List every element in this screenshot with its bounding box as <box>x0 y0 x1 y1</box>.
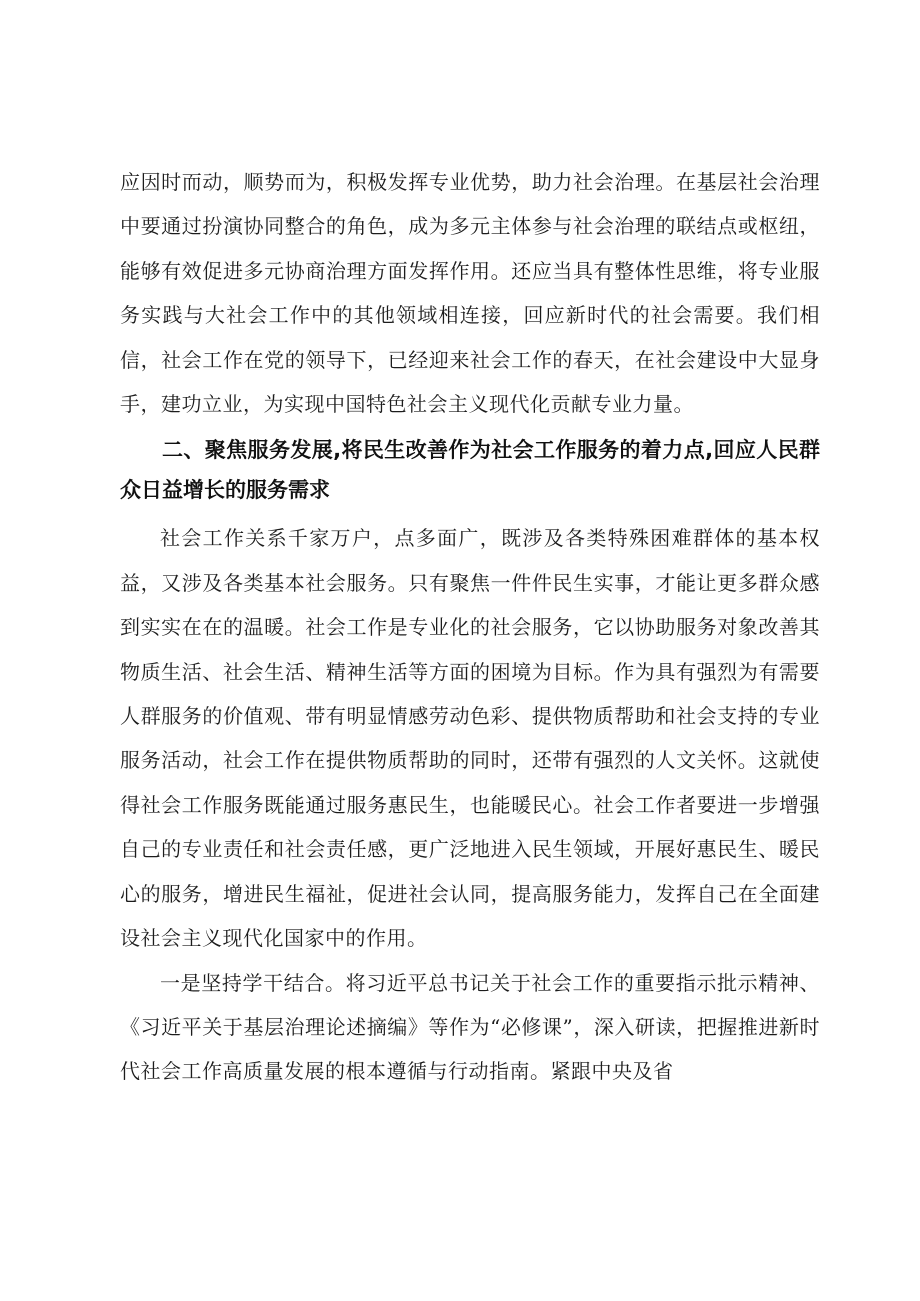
document-body <box>120 160 820 1094</box>
paragraph-continuation: 应因时而动，顺势而为，积极发挥专业优势，助力社会治理。在基层社会治理中要通过扮演协同整合的角色，成为多元主体参与社会治理的联结点或枢纽，能够有效促进多元协商治理方面发挥作用。还应当具有整体性思维，将专业服务实践与大社会工作中的其他领域相连接，回应新时代的社会需要。我们相信，社会工作在党的领导下，已经迎来社会工作的春天，在社会建设中大显身手，建功立业，为实现中国特色社会主义现代化贡献专业力量。 <box>120 170 820 417</box>
section-heading: 二、聚焦服务发展,将民生改善作为社会工作服务的着力点,回应人民群众日益增长的服务需求 <box>120 438 820 503</box>
paragraph-social-work-services: 社会工作关系千家万户，点多面广，既涉及各类特殊困难群体的基本权益，又涉及各类基本社会服务。只有聚焦一件件民生实事，才能让更多群众感到实实在在的温暖。社会工作是专业化的社会服务，它以协助服务对象改善其物质生活、社会生活、精神生活等方面的困境为目标。作为具有强烈为有需要人群服务的价值观、带有明显情感劳动色彩、提供物质帮助和社会支持的专业服务活动，社会工作在提供物质帮助的同时，还带有强烈的人文关怀。这就使得社会工作服务既能通过服务惠民生，也能暖民心。社会工作者要进一步增强自己的专业责任和社会责任感，更广泛地进入民生领域，开展好惠民生、暖民心的服务，增进民生福祉，促进社会认同，提高服务能力，发挥自己在全面建设社会主义现代化国家中的作用。 <box>120 526 820 951</box>
paragraph-learning-and-practice: 一是坚持学干结合。将习近平总书记关于社会工作的重要指示批示精神、《习近平关于基层治理论述摘编》等作为“必修课”，深入研读，把握推进新时代社会工作高质量发展的根本遵循与行动指南。紧跟中央及省 <box>120 970 820 1084</box>
